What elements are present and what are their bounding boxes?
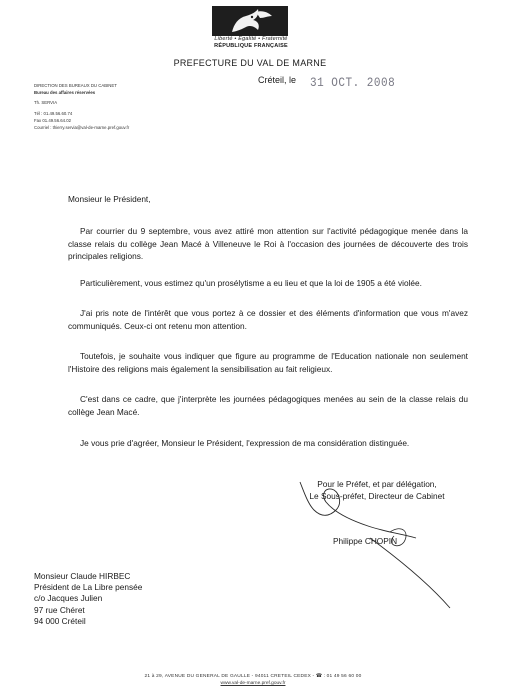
date-stamp: 31 OCT. 2008 xyxy=(310,77,396,91)
marianne-logo xyxy=(212,6,288,36)
sender-fax: Fax 01.49.56.64.02 xyxy=(34,118,72,124)
recipient-street: 97 rue Chéret xyxy=(34,604,85,615)
signatory-name: Philippe CHOPIN xyxy=(333,536,398,546)
salutation: Monsieur le Président, xyxy=(68,194,151,204)
sender-officer: Th. SERVIA xyxy=(34,99,58,105)
paragraph-5-text: C'est dans ce cadre, que j'interprète les journées pédagogiques menées au sein de la classe relais du collège Jean Macé. xyxy=(68,394,468,417)
recipient-name: Monsieur Claude HIRBEC xyxy=(34,571,131,581)
sender-bureau: Bureau des affaires réservées xyxy=(34,90,96,96)
signature-delegation: Pour le Préfet, et par délégation, xyxy=(317,479,437,489)
sender-email: Courriel : thierry.servia@val-de-marne.pref.gouv.fr xyxy=(34,125,130,131)
sender-direction: DIRECTION DES BUREAUX DU CABINET xyxy=(34,83,117,88)
paragraph-5 xyxy=(68,393,468,418)
paragraph-1-text: Par courrier du 9 septembre, vous avez attiré mon attention sur l'activité pédagogique menée dans la classe relais du collège Jean Macé à Villeneuve le Roi à l'occasion des journées de découverte des trois principales religions. xyxy=(68,226,468,261)
sender-block xyxy=(34,82,234,132)
marianne-logo-icon xyxy=(212,6,288,36)
republic-name: RÉPUBLIQUE FRANÇAISE xyxy=(214,43,288,49)
recipient-address xyxy=(34,571,142,627)
signature-block xyxy=(292,478,462,502)
footer-address: 21 à 29, AVENUE DU GENERAL DE GAULLE - 94011 CRETEIL CEDEX - ☎ : 01 49 56 60 00 xyxy=(144,674,362,679)
paragraph-4-text: Toutefois, je souhaite vous indiquer que figure au programme de l'Education nationale non seulement l'Histoire des religions mais également la sensibilisation au fait religieux. xyxy=(68,351,468,374)
letter-place: Créteil, le xyxy=(258,75,297,85)
paragraph-2 xyxy=(68,277,468,290)
paragraph-2-text: Particulièrement, vous estimez qu'un prosélytisme a eu lieu et que la loi de 1905 a été violée. xyxy=(80,278,422,288)
republic-motto: Liberté • Égalité • Fraternité xyxy=(214,36,288,42)
sender-tel: Tél : 01.49.56.60.74 xyxy=(34,110,73,116)
footer-website-link[interactable]: www.val-de-marne.pref.gouv.fr xyxy=(220,681,286,686)
recipient-care-of: c/o Jacques Julien xyxy=(34,593,103,604)
paragraph-1 xyxy=(68,225,468,263)
recipient-title: Président de La Libre pensée xyxy=(34,582,143,593)
paragraph-3-text: J'ai pris note de l'intérêt que vous portez à ce dossier et des éléments d'information que vous m'avez communiqués. Ceux-ci ont retenu mon attention. xyxy=(68,308,468,331)
paragraph-6-text: Je vous prie d'agréer, Monsieur le Président, l'expression de ma considération distinguée. xyxy=(80,438,410,448)
signature-title: Le Sous-préfet, Directeur de Cabinet xyxy=(309,491,445,501)
paragraph-4 xyxy=(68,350,468,375)
paragraph-3 xyxy=(68,307,468,332)
paragraph-6 xyxy=(68,437,468,450)
recipient-city: 94 000 Créteil xyxy=(34,615,86,626)
prefecture-title: PREFECTURE DU VAL DE MARNE xyxy=(173,58,327,68)
